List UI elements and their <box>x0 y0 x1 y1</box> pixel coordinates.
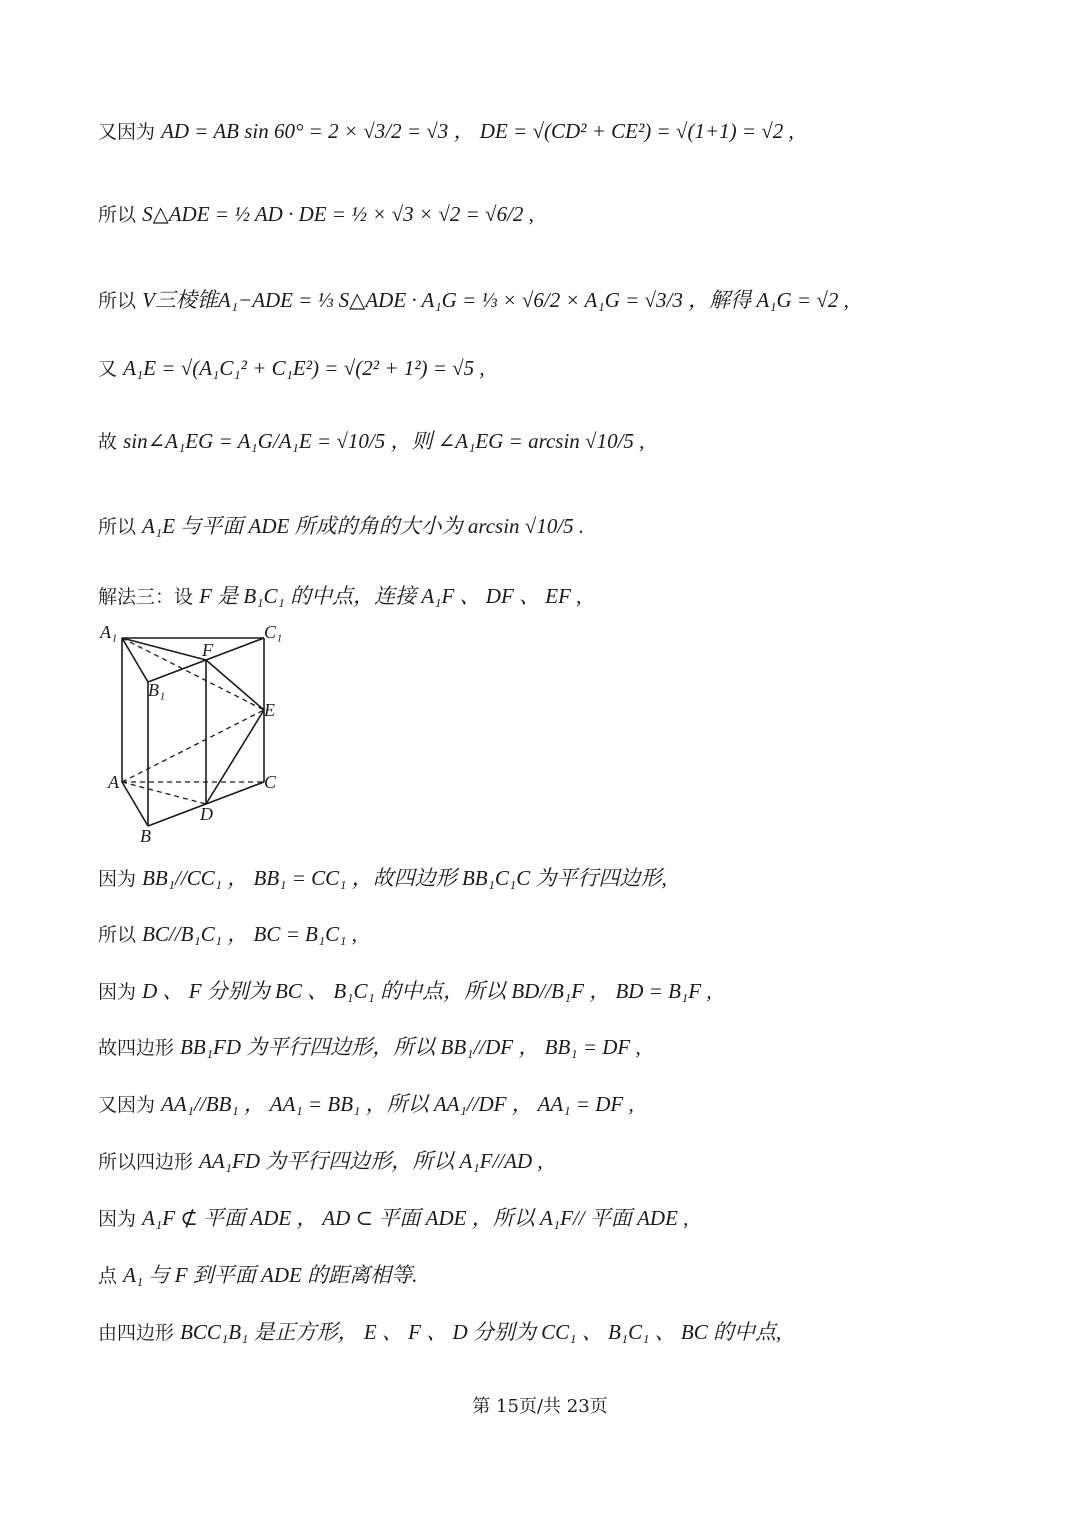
edge-a-b <box>122 782 148 826</box>
segment-a1-f <box>122 638 206 660</box>
prism-figure <box>98 616 298 848</box>
line-math: S△ADE = ½ AD · DE = ½ × √3 × √2 = √6/2 , <box>142 202 534 226</box>
line-prefix: 因为 <box>98 1208 137 1230</box>
line-prefix: 所以 <box>98 516 137 538</box>
label-b1: B₁ <box>148 680 166 700</box>
segment-a-d <box>122 782 206 804</box>
text-line-3 <box>98 284 849 314</box>
line-math: A₁E 与平面 ADE 所成的角的大小为 arcsin √10/5 . <box>142 514 585 538</box>
line-math: AA₁FD 为平行四边形，所以 A₁F//AD , <box>199 1149 543 1173</box>
text-line-14 <box>98 1202 688 1232</box>
text-line-15 <box>98 1259 417 1289</box>
line-math: A₁ 与 F 到平面 ADE 的距离相等. <box>123 1263 418 1287</box>
text-line-4 <box>98 354 485 381</box>
line-math: BC//B₁C₁ ， BC = B₁C₁ , <box>142 922 357 946</box>
line-math: A₁F ⊄ 平面 ADE ， AD ⊂ 平面 ADE ，所以 A₁F// 平面 ADE , <box>142 1206 689 1230</box>
line-prefix: 又因为 <box>98 1094 156 1116</box>
line-math: F 是 B₁C₁ 的中点，连接 A₁F 、 DF 、 EF , <box>199 584 582 608</box>
text-line-2 <box>98 200 534 227</box>
line-prefix: 所以 <box>98 924 137 946</box>
line-prefix: 所以 <box>98 290 137 312</box>
label-b: B <box>140 826 151 846</box>
label-d: D <box>200 804 213 824</box>
label-c1: C₁ <box>264 622 283 642</box>
line-prefix: 又因为 <box>98 121 156 143</box>
text-line-11 <box>98 1031 641 1061</box>
line-prefix: 因为 <box>98 868 137 890</box>
text-line-8 <box>98 862 667 892</box>
label-f: F <box>202 640 213 660</box>
text-line-1 <box>98 115 794 145</box>
line-prefix: 所以四边形 <box>98 1151 194 1173</box>
line-prefix: 故四边形 <box>98 1037 175 1059</box>
line-prefix: 由四边形 <box>98 1322 175 1344</box>
line-prefix: 又 <box>98 358 118 380</box>
line-prefix: 因为 <box>98 981 137 1003</box>
text-line-16 <box>98 1316 781 1346</box>
line-math: AD = AB sin 60° = 2 × √3/2 = √3 ， DE = √(CD² + CE²) = √(1+1) = √2 , <box>161 119 794 143</box>
line-prefix: 所以 <box>98 204 137 226</box>
line-prefix: 解法三：设 <box>98 586 194 608</box>
text-line-9 <box>98 918 357 948</box>
line-math: sin∠A₁EG = A₁G/A₁E = √10/5 ，则 ∠A₁EG = arcsin √10/5 , <box>123 429 645 453</box>
line-math: BB₁//CC₁ ， BB₁ = CC₁ ，故四边形 BB₁C₁C 为平行四边形, <box>142 866 667 890</box>
line-math: D 、 F 分别为 BC 、 B₁C₁ 的中点，所以 BD//B₁F ， BD = B₁F , <box>142 979 712 1003</box>
text-line-7 <box>98 580 581 610</box>
text-line-5 <box>98 425 644 455</box>
line-math: AA₁//BB₁ ， AA₁ = BB₁ ，所以 AA₁//DF ， AA₁ = DF , <box>161 1092 634 1116</box>
label-a1: A₁ <box>100 622 118 642</box>
line-math: BCC₁B₁ 是正方形， E 、 F 、 D 分别为 CC₁ 、 B₁C₁ 、 BC 的中点, <box>180 1320 782 1344</box>
line-math: V三棱锥A₁−ADE = ⅓ S△ADE · A₁G = ⅓ × √6/2 × A₁G = √3/3 ，解得 A₁G = √2 , <box>142 288 849 312</box>
text-line-10 <box>98 975 712 1005</box>
text-line-6 <box>98 510 584 540</box>
line-prefix: 故 <box>98 431 118 453</box>
page-footer: 第 15页/共 23页 <box>472 1396 608 1417</box>
text-line-12 <box>98 1088 634 1118</box>
line-math: BB₁FD 为平行四边形，所以 BB₁//DF ， BB₁ = DF , <box>180 1035 641 1059</box>
label-c: C <box>264 772 277 792</box>
line-math: A₁E = √(A₁C₁² + C₁E²) = √(2² + 1²) = √5 , <box>123 356 485 380</box>
label-e: E <box>264 700 275 720</box>
label-a: A <box>108 772 119 792</box>
line-prefix: 点 <box>98 1265 118 1287</box>
text-line-13 <box>98 1145 543 1175</box>
